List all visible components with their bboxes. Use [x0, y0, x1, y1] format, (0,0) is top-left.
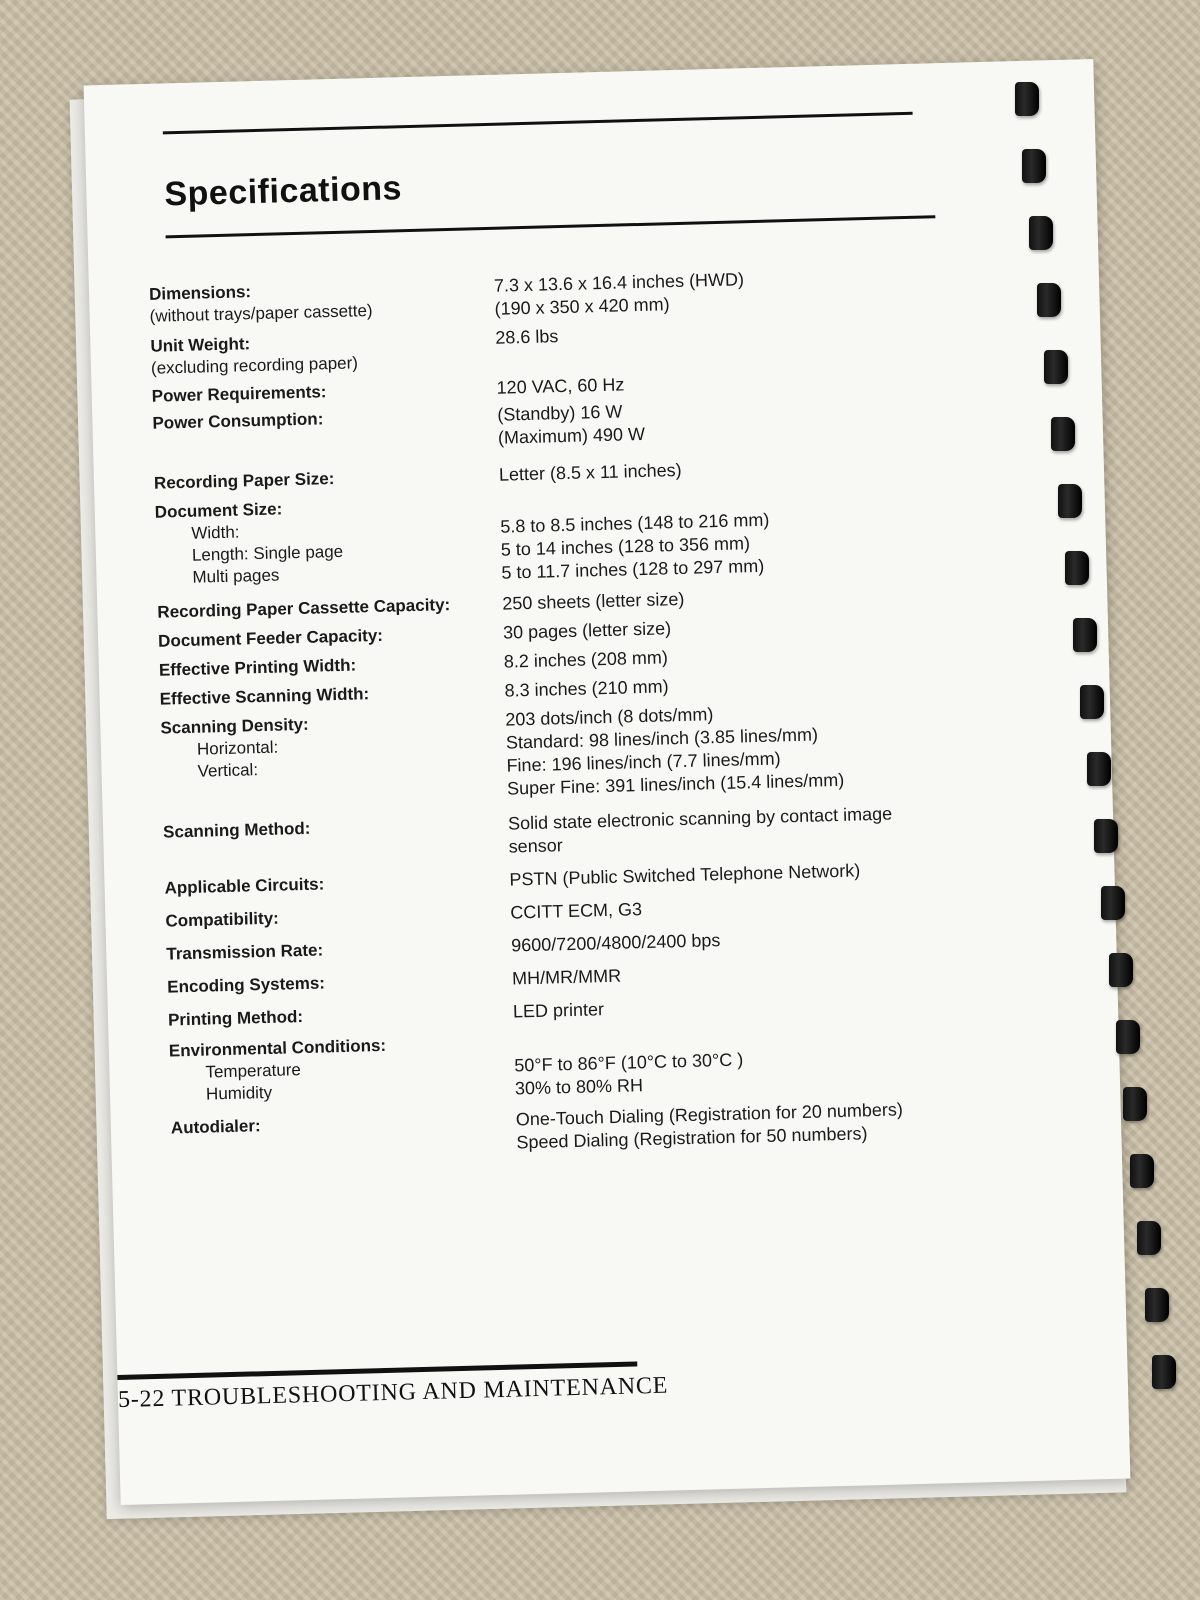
spec-label: Recording Paper Size:: [153, 469, 335, 493]
spec-sublabel: (without trays/paper cassette): [149, 300, 373, 326]
spec-value: Standard: 98 lines/inch (3.85 lines/mm): [505, 724, 819, 753]
spec-label-cell: [167, 968, 512, 999]
spec-label: Effective Printing Width:: [158, 655, 357, 680]
spec-label-cell: [164, 869, 509, 900]
spec-sublabel: Width:: [191, 522, 240, 543]
spec-value: 8.3 inches (210 mm): [504, 676, 669, 701]
spec-label-cell: [155, 493, 502, 590]
spec-value: 5 to 14 inches (128 to 356 mm): [500, 533, 751, 560]
spec-label-cell: [158, 622, 503, 653]
spec-label-cell: [159, 651, 504, 682]
spec-value-cell: [513, 987, 1028, 1023]
spec-label-cell: [157, 593, 502, 624]
spec-value: One-Touch Dialing (Registration for 20 numbers): [515, 1099, 904, 1130]
binding-ring: [1145, 1288, 1169, 1322]
spec-value: 120 VAC, 60 Hz: [496, 374, 625, 398]
binding-ring: [1152, 1355, 1176, 1389]
spec-value: sensor: [508, 835, 563, 857]
spec-list: [149, 261, 1032, 1163]
spec-value: 28.6 lbs: [495, 326, 559, 348]
spec-value: 5 to 11.7 inches (128 to 297 mm): [501, 555, 765, 583]
spec-sublabel: (excluding recording paper): [150, 353, 359, 378]
spec-value: 30% to 80% RH: [514, 1075, 644, 1099]
spec-sublabel: Length: Single page: [191, 541, 344, 565]
spec-value: MH/MR/MMR: [511, 965, 622, 989]
top-rule: [163, 112, 913, 135]
spec-value: (190 x 350 x 420 mm): [494, 294, 670, 319]
spec-value-cell: [495, 313, 1010, 349]
spec-value-cell: [511, 921, 1026, 957]
manual-page: [84, 59, 1131, 1505]
spec-value: 203 dots/inch (8 dots/mm): [505, 704, 714, 730]
spec-row: [169, 1018, 1031, 1109]
spec-label: Scanning Method:: [162, 818, 311, 842]
spec-value-cell: [516, 1095, 1032, 1154]
spec-value: 30 pages (letter size): [502, 618, 672, 643]
spec-label-cell: [171, 1109, 516, 1140]
page-footer: 5-22 TROUBLESHOOTING AND MAINTENANCE: [117, 1372, 669, 1414]
spec-label: Scanning Density:: [160, 714, 309, 738]
spec-label: Power Consumption:: [152, 409, 324, 433]
spec-label: Environmental Conditions:: [168, 1035, 387, 1061]
spec-value: 50°F to 86°F (10°C to 30°C ): [514, 1049, 744, 1076]
spec-value: Speed Dialing (Registration for 50 numbers): [516, 1123, 868, 1153]
title-rule: [166, 215, 936, 238]
spec-label: Transmission Rate:: [166, 940, 324, 964]
spec-label: Power Requirements:: [151, 382, 327, 406]
spec-value: LED printer: [512, 999, 605, 1022]
spec-value-cell: [509, 855, 1024, 891]
spec-label-cell: [165, 902, 510, 933]
spec-value: PSTN (Public Switched Telephone Network): [509, 860, 861, 890]
spec-label: Effective Scanning Width:: [159, 684, 370, 709]
spec-label: Printing Method:: [167, 1007, 304, 1030]
spec-label-cell: [166, 935, 511, 966]
spec-label: Autodialer:: [170, 1116, 261, 1138]
spec-row: [163, 799, 1024, 867]
spec-value: 8.2 inches (208 mm): [503, 647, 669, 672]
spec-value: Letter (8.5 x 11 inches): [498, 459, 682, 485]
spec-label: Applicable Circuits:: [164, 874, 325, 898]
spec-value-cell: [494, 261, 1010, 320]
spec-label-cell: [154, 464, 499, 495]
spec-value-cell: [510, 888, 1025, 924]
binding-ring: [1123, 1087, 1147, 1121]
binding-ring: [1137, 1221, 1161, 1255]
spec-value-cell: [508, 799, 1024, 858]
spec-value: (Maximum) 490 W: [497, 423, 646, 448]
spec-label-cell: [152, 404, 497, 435]
spec-value-cell: [497, 390, 1013, 449]
spec-value-cell: [499, 479, 1016, 584]
spec-value: 5.8 to 8.5 inches (148 to 216 mm): [500, 509, 770, 537]
spec-label: Unit Weight:: [150, 334, 251, 356]
spec-value: Super Fine: 391 lines/inch (15.4 lines/mm): [506, 769, 845, 799]
spec-value: 250 sheets (letter size): [502, 588, 685, 614]
spec-value: 9600/7200/4800/2400 bps: [510, 930, 721, 956]
spec-label-cell: [159, 680, 504, 711]
spec-value: Solid state electronic scanning by contact image: [507, 803, 893, 834]
page-title: Specifications: [163, 169, 403, 214]
spec-label-cell: [160, 709, 507, 784]
spec-label-cell: [168, 1001, 513, 1032]
spec-sublabel: Horizontal:: [196, 737, 279, 759]
binding-ring: [1130, 1154, 1154, 1188]
spec-value: CCITT ECM, G3: [510, 899, 643, 923]
spec-label-cell: [150, 327, 496, 380]
spec-value-cell: [512, 954, 1027, 990]
spec-sublabel: Vertical:: [197, 760, 259, 781]
spec-value-cell: [514, 1018, 1031, 1100]
spec-sublabel: Temperature: [205, 1060, 302, 1082]
spec-sublabel: Multi pages: [192, 565, 280, 587]
spec-label: Document Size:: [154, 499, 283, 522]
spec-label: Compatibility:: [165, 908, 280, 931]
spec-value: Fine: 196 lines/inch (7.7 lines/mm): [506, 748, 781, 776]
spec-value: 7.3 x 13.6 x 16.4 inches (HWD): [493, 269, 745, 296]
spec-row: [160, 695, 1022, 809]
spec-label-cell: [149, 275, 495, 328]
spec-value-cell: [505, 695, 1022, 800]
spec-label: Dimensions:: [148, 282, 252, 304]
spec-value: (Standby) 16 W: [497, 401, 623, 425]
spec-label-cell: [169, 1032, 516, 1107]
spec-sublabel: Humidity: [205, 1082, 273, 1104]
spec-label: Recording Paper Cassette Capacity:: [157, 595, 451, 622]
spec-label-cell: [151, 377, 496, 408]
binding-ring: [1116, 1020, 1140, 1054]
spec-label-cell: [163, 813, 508, 844]
spec-row: [155, 479, 1017, 593]
spec-label: Encoding Systems:: [166, 973, 326, 997]
spec-label: Document Feeder Capacity:: [157, 625, 384, 651]
